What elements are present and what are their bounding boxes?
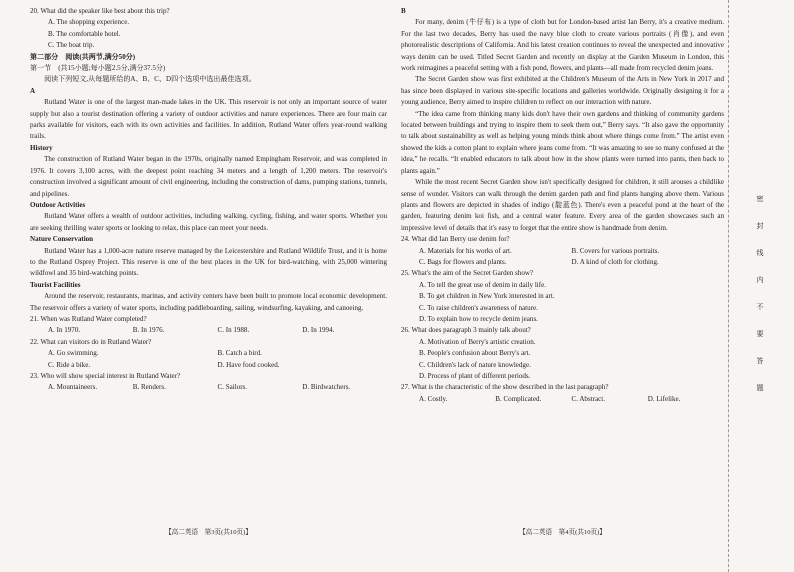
q24-option-d: D. A kind of cloth for clothing. — [571, 257, 659, 266]
q21-options — [30, 325, 387, 336]
seal-char: 内 — [756, 276, 764, 284]
q21-stem: 21. When was Rutland Water completed? — [30, 314, 147, 323]
q27-option-c: C. Abstract. — [571, 394, 605, 403]
q21-option-a: A. In 1970. — [48, 326, 81, 335]
q22-options-cd — [30, 360, 387, 371]
q20-option-c: C. The boat trip. — [48, 41, 95, 50]
passage-a-label: A — [30, 86, 36, 95]
seal-char: 密 — [756, 195, 764, 203]
nature-heading: Nature Conservation — [30, 235, 94, 244]
q22-stem: 22. What can visitors do in Rutland Water? — [30, 337, 152, 346]
q23-options — [30, 382, 387, 393]
history-heading: History — [30, 143, 53, 152]
tourist-heading: Tourist Facilities — [30, 280, 81, 289]
passage-b-label: B — [401, 7, 406, 15]
section1-title: 第一节 (共15小题;每小题2.5分,满分37.5分) — [30, 64, 166, 73]
passage-b-paragraph-1: For many, denim (牛仔布) is a type of cloth but for London-based artist Ian Berry, it's a creative medium. For the last two decades, Berry has used the navy blue cloth to create various portraits (肖像), and even photorealistic descriptions of California. And his latest creation continues to reveal the unexpected and innovative ways denim can be used. Titled Secret Garden and recently on display at the Garden Museum in London, this work reimagines a peaceful setting with a fish pond, flowers, and plants—all made from recycled denim jeans. — [401, 18, 724, 73]
seal-line-notice — [753, 186, 767, 402]
left-page — [0, 0, 395, 572]
part2-title: 第二部分 阅读(共两节,满分50分) — [30, 52, 136, 61]
q21-option-c: C. In 1988. — [217, 326, 250, 335]
q24-option-b: B. Covers for various portraits. — [571, 246, 660, 255]
passage-b-paragraph-2: The Secret Garden show was first exhibited at the Children's Museum of the Arts in New York in 2017 and has since been displayed in various site-specific locations and galleries worldwide. Originally designing it for a young audience, Berry aimed to inspire children to reflect on our interaction with nature. — [401, 75, 724, 107]
seal-char: 封 — [756, 222, 764, 230]
instruction: 阅读下列短文,从每题所给的A、B、C、D四个选项中选出最佳选项。 — [44, 75, 256, 84]
q23-option-a: A. Mountaineers. — [48, 383, 98, 392]
q25-option-b: B. To get children in New York interested in art. — [419, 292, 555, 301]
q24-stem: 24. What did Ian Berry use denim for? — [401, 235, 510, 244]
q26-option-b: B. People's confusion about Berry's art. — [419, 349, 531, 358]
q27-option-a: A. Costly. — [419, 394, 448, 403]
q27-stem: 27. What is the characteristic of the show described in the last paragraph? — [401, 383, 609, 392]
q23-stem: 23. Who will show special interest in Rutland Water? — [30, 372, 181, 380]
outdoor-heading: Outdoor Activities — [30, 200, 86, 209]
q22-option-c: C. Ride a bike. — [48, 360, 91, 369]
seal-char: 要 — [756, 330, 764, 338]
q24-option-c: C. Bags for flowers and plants. — [419, 257, 507, 266]
q23-option-d: D. Birdwatchers. — [302, 383, 351, 392]
right-page — [395, 0, 728, 572]
q22-option-b: B. Catch a bird. — [217, 349, 262, 358]
page-footer-left: 【高二英语 第3页(共10页)】 — [165, 529, 252, 536]
q25-option-d: D. To explain how to recycle denim jeans. — [419, 314, 538, 323]
tourist-paragraph: Around the reservoir, restaurants, marinas, and activity centers have been built to promote local economic development. The reservoir offers a variety of water sports, including paddleboarding, sailing, windsurfing, kayaking, and canoeing. — [30, 292, 387, 312]
passage-a-intro: Rutland Water is one of the largest man-made lakes in the UK. This reservoir is not only an important source of water supply but also a tourist destination offering a variety of outdoor activities and nature experiences. There are four main car parks available for visitors, each with its own activities and facilities. In addition, Rutland Water offers year-round walking trails. — [30, 98, 387, 141]
seal-char: 不 — [756, 303, 764, 311]
q20-option-a: A. The shopping experience. — [48, 18, 130, 27]
q24-option-a: A. Materials for his works of art. — [419, 246, 512, 255]
binding-margin — [728, 0, 794, 572]
q25-option-c: C. To raise children's awareness of nature. — [419, 303, 538, 312]
q20-option-b: B. The comfortable hotel. — [48, 29, 121, 38]
passage-b-paragraph-4: While the most recent Secret Garden show isn't specifically designed for children, it still arouses a childlike sense of wonder. Visitors can walk through the denim garden path and find plants hanging above them. Various plants and flowers are depicted in shades of indigo (靛蓝色). There's even a peaceful pond at the heart of the garden, featuring denim koi fish, and a central water feature. Every area of the garden showcases such an impressive level of details that it's easy to forget that the entire show is handmade from denim. — [401, 178, 724, 232]
q22-option-d: D. Have food cooked. — [217, 360, 280, 369]
q21-option-b: B. In 1976. — [132, 326, 165, 335]
q23-option-c: C. Sailors. — [217, 383, 248, 392]
q25-option-a: A. To tell the great use of denim in daily life. — [419, 280, 546, 289]
outdoor-paragraph: Rutland Water offers a wealth of outdoor activities, including walking, cycling, fishing, and water sports. Whether you are seeking thrilling water sports or looking to relax, this place can meet your needs. — [30, 212, 387, 232]
history-paragraph: The construction of Rutland Water began in the 1970s, originally named Empingham Reservoir, and was completed in 1976. It covers 3,100 acres, with the deepest point reaching 34 meters and a length of 1,200 meters. The reservoir's construction involved a significant amount of civil engineering, including the construction of dams, pumping stations, tunnels, and pipelines. — [30, 155, 387, 198]
q26-option-c: C. Children's lack of nature knowledge. — [419, 360, 531, 369]
page-footer-right: 【高二英语 第4页(共10页)】 — [519, 529, 606, 536]
q21-option-d: D. In 1994. — [302, 326, 335, 335]
q27-options — [401, 394, 724, 405]
seal-char: 答 — [756, 357, 764, 365]
q24-options-ab — [401, 246, 724, 257]
q27-option-d: D. Lifelike. — [647, 394, 681, 403]
nature-paragraph: Rutland Water has a 1,000-acre nature reserve managed by the Leicestershire and Rutland Wildlife Trust, and it is home to the Rutland Osprey Project. This reserve is one of the best places in the UK for bird-watching, with 25,000 wintering wildfowl and 35 bird-watching points. — [30, 246, 387, 278]
seal-char: 题 — [756, 384, 764, 392]
q26-stem: 26. What does paragraph 3 mainly talk about? — [401, 326, 531, 335]
q23-option-b: B. Renders. — [132, 383, 166, 392]
q22-options-ab — [30, 348, 387, 359]
q22-option-a: A. Go swimming. — [48, 349, 99, 358]
q24-options-cd — [401, 257, 724, 268]
q20-stem: 20. What did the speaker like best about this trip? — [30, 7, 170, 15]
seal-char: 线 — [756, 249, 764, 257]
q26-option-a: A. Motivation of Berry's artistic creation. — [419, 337, 536, 346]
q25-stem: 25. What's the aim of the Secret Garden show? — [401, 269, 534, 278]
q27-option-b: B. Complicated. — [495, 394, 542, 403]
q26-option-d: D. Process of plant of different periods. — [419, 372, 531, 380]
passage-b-paragraph-3: “The idea came from thinking many kids don't have their own gardens and thinking of community gardens located between buildings and trying to inspire them to seek them out,” Berry says. “It also gave the opportunity to talk about sustainability as well as helping young minds think about where things come from.” The artist even showed the kids a cotton plant to explain where jeans come from. “It was amazing to see so many confused at the idea,” he recalls. “It enabled educators to talk about how in the show plants were turned into pants, then back to plants again.” — [401, 109, 724, 175]
